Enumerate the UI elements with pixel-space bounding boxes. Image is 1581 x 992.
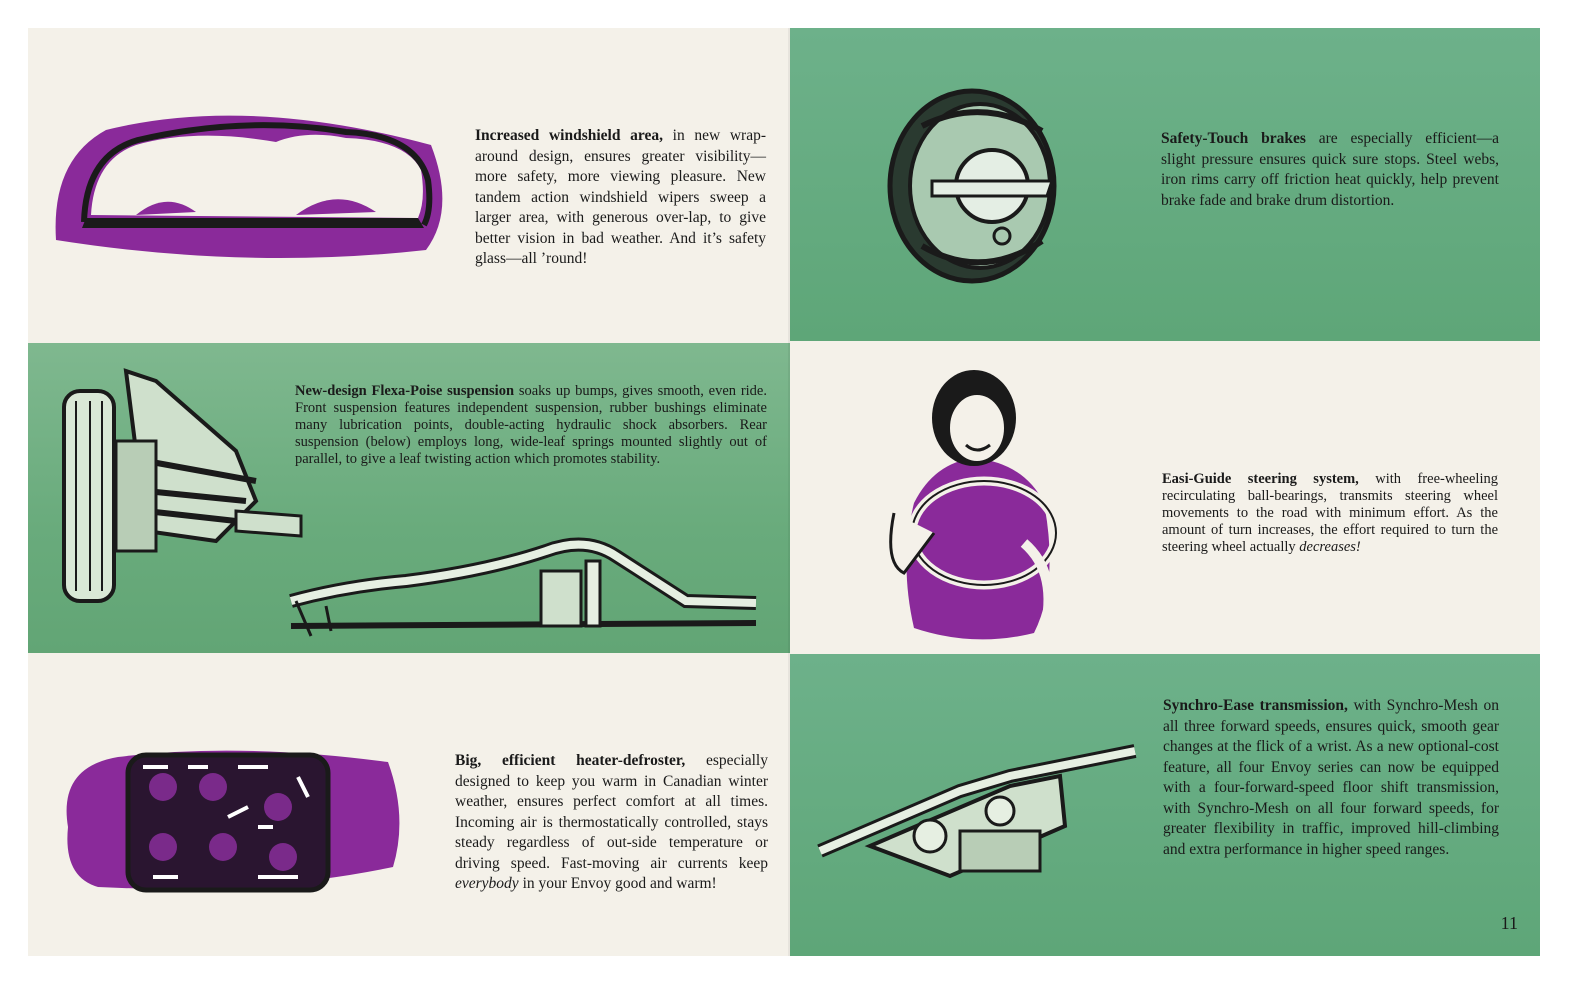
page-number: 11 (1500, 913, 1518, 933)
woman-steering-illustration (874, 363, 1074, 643)
steering-emphasis: decreases! (1299, 539, 1361, 555)
heater-panel (28, 653, 790, 956)
heater-emphasis: everybody (455, 875, 519, 892)
transmission-panel (790, 654, 1540, 956)
brakes-heading: Safety-Touch brakes (1161, 130, 1306, 147)
heater-heading: Big, efficient heater-defroster, (455, 752, 686, 769)
brakes-panel (790, 28, 1540, 341)
steering-text (1162, 471, 1498, 556)
brochure-spread (28, 28, 1540, 956)
windshield-body: in new wrap-around design, ensures greater visibility—more safety, more viewing pleasure. New tandem action windshield wipers sweep a larger area, with generous over-lap, to give better vision in bad weather. And it’s safety glass—all ’round! (475, 127, 766, 267)
transmission-body: with Synchro-Mesh on all three forward speeds, ensures quick, smooth gear changes at the flick of a wrist. As a new optional-cost feature, all four Envoy series can now be equipped with a four-forward-speed floor shift transmission, with Synchro-Mesh on all four forward speeds, for greater flexibility in traffic, improved hill-climbing and extra performance in higher speed ranges. (1163, 697, 1500, 858)
brakes-text (1161, 129, 1499, 211)
heater-illustration (58, 737, 408, 897)
steering-heading: Easi-Guide steering system, (1162, 471, 1359, 487)
brake-drum-illustration (882, 86, 1072, 286)
heater-body-b: in your Envoy good and warm! (518, 875, 717, 892)
page-gutter (788, 28, 790, 956)
heater-body-a: especially designed to keep you warm in Canadian winter weather, ensures perfect comfort at all times. Incoming air is thermostatically controlled, stays steady regardless of out-side temperature or driving speed. Fast-moving air currents keep (455, 752, 768, 872)
transmission-text (1163, 696, 1499, 860)
transmission-heading: Synchro-Ease transmission, (1163, 697, 1348, 714)
steering-body: with free-wheeling recirculating ball-bearings, transmits steering wheel movements to the road with minimum effort. As the amount of turn increases, the effort required to turn the steering wheel actually (1162, 471, 1498, 555)
rear-suspension-illustration (286, 531, 766, 641)
windshield-panel (28, 28, 790, 343)
suspension-panel (28, 343, 790, 653)
suspension-heading: New-design Flexa-Poise suspension (295, 383, 515, 399)
transmission-illustration (810, 736, 1140, 886)
suspension-illustration (56, 361, 306, 611)
brakes-body: are especially efficient—a slight pressure ensures quick sure stops. Steel webs, iron rims carry off friction heat quickly, help prevent brake fade and brake drum distortion. (1161, 130, 1499, 209)
steering-panel (790, 341, 1540, 654)
suspension-text (295, 383, 767, 468)
windshield-text (475, 126, 766, 270)
windshield-heading: Increased windshield area, (475, 127, 663, 144)
windshield-illustration (46, 100, 446, 270)
heater-text (455, 751, 768, 895)
suspension-body: soaks up bumps, gives smooth, even ride. Front suspension features independent suspension, rubber bushings eliminate many lubrication points, double-acting hydraulic shock absorbers. Rear suspension (below) employs long, wide-leaf springs mounted slightly out of parallel, to give a leaf twisting action which promotes stability. (295, 383, 767, 467)
